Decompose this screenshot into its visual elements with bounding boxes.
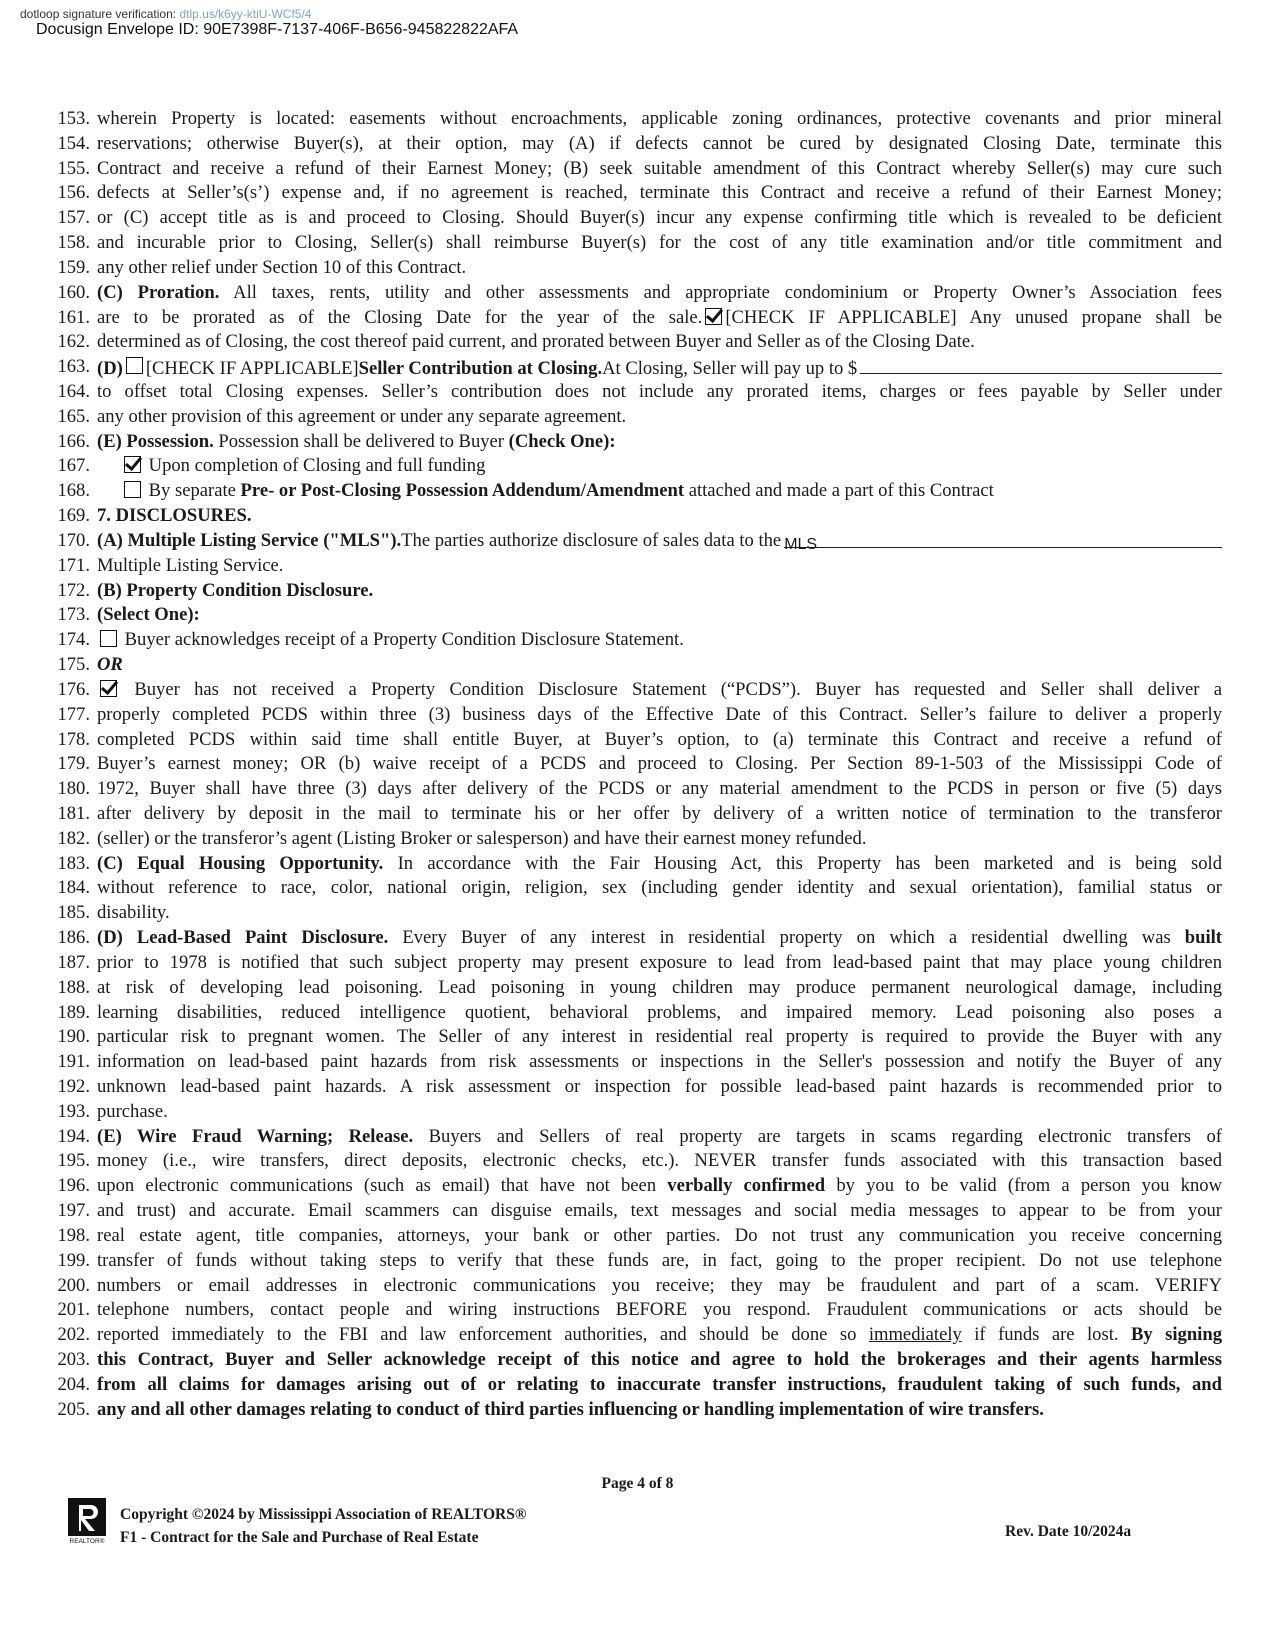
line-text — [97, 454, 1246, 478]
line-number: 194. — [57, 1125, 90, 1147]
line-number: 179. — [57, 753, 90, 775]
line-text — [97, 1373, 1222, 1397]
contract-line — [52, 1224, 1220, 1249]
contract-line — [52, 479, 1220, 504]
line-text — [97, 728, 1222, 752]
text-segment: At Closing, Seller will pay up to $ — [602, 358, 858, 380]
line-number: 154. — [57, 132, 90, 154]
contract-line — [52, 454, 1220, 479]
line-text — [97, 1050, 1222, 1074]
line-number: 200. — [57, 1274, 90, 1296]
line-number: 190. — [57, 1026, 90, 1048]
line-text — [97, 579, 1222, 603]
line-number: 183. — [57, 852, 90, 874]
text-segment: By signing — [1130, 1324, 1222, 1346]
text-segment: Seller Contribution at Closing. — [358, 358, 603, 380]
text-segment: purchase. — [97, 1100, 168, 1122]
line-number: 170. — [57, 529, 90, 551]
line-text — [97, 1001, 1222, 1025]
contract-line — [52, 926, 1220, 951]
text-segment: and trust) and accurate. Email scammers can disguise emails, text messages and social media messages to appear to be from your — [97, 1200, 1222, 1222]
line-text — [97, 752, 1222, 776]
text-segment: properly completed PCDS within three (3) business days of the Effective Date of this Contract. Seller’s failure to deliver a properly — [97, 703, 1222, 725]
line-text — [97, 107, 1222, 131]
contract-line — [52, 852, 1220, 877]
contract-line — [52, 1100, 1220, 1125]
line-number: 189. — [57, 1001, 90, 1023]
line-number: 173. — [57, 604, 90, 626]
contract-line — [52, 603, 1220, 628]
text-segment: (Select One): — [97, 604, 200, 626]
verification-link[interactable]: dtlp.us/k6yy-ktiU-WCf5/4 — [179, 7, 312, 21]
line-text — [97, 1149, 1222, 1173]
contract-line — [52, 405, 1220, 430]
line-number: 175. — [57, 654, 90, 676]
text-segment: 1972, Buyer shall have three (3) days after delivery of the PCDS or any material amendment to the PCDS in person or five (5) days — [97, 778, 1222, 800]
line-text — [97, 926, 1222, 950]
line-number: 180. — [57, 778, 90, 800]
checkbox-checked[interactable] — [100, 680, 117, 697]
contract-line — [52, 1249, 1220, 1274]
contract-line — [52, 355, 1220, 380]
line-number: 184. — [57, 877, 90, 899]
text-segment: defects at Seller’s(s’) expense and, if no agreement is reached, terminate this Contract and receive a refund of their Earnest Money; — [97, 182, 1222, 204]
text-segment: completed PCDS within said time shall entitle Buyer, at Buyer’s option, to (a) terminate this Contract and receive a refund of — [97, 728, 1222, 750]
line-text — [97, 1298, 1222, 1322]
line-number: 171. — [57, 554, 90, 576]
text-segment: (B) Property Condition Disclosure. — [97, 579, 374, 601]
text-segment: telephone numbers, contact people and wiring instructions BEFORE you respond. Fraudulent communications or acts should be — [97, 1299, 1222, 1321]
line-text — [97, 132, 1222, 156]
text-segment: upon electronic communications (such as email) that have not been — [97, 1175, 668, 1197]
line-number: 169. — [57, 505, 90, 527]
contract-line — [52, 802, 1220, 827]
text-segment: By separate — [144, 480, 241, 502]
contract-line — [52, 1348, 1220, 1373]
line-number: 153. — [57, 108, 90, 129]
text-segment: information on lead-based paint hazards from risk assessments or inspections in the Seller's possession and notify the Buyer of any — [97, 1051, 1222, 1073]
contract-line — [52, 1125, 1220, 1150]
line-number: 161. — [57, 306, 90, 328]
line-text — [97, 504, 1222, 528]
line-text — [97, 1100, 1222, 1124]
line-text — [97, 256, 1222, 280]
text-segment: from all claims for damages arising out of or relating to inaccurate transfer instructions, fraudulent taking of such funds, and — [97, 1373, 1222, 1395]
docusign-envelope-id: Docusign Envelope ID: 90E7398F-7137-406F-B656-945822822AFA — [36, 21, 519, 38]
text-segment: In accordance with the Fair Housing Act, this Property has been marketed and is being sold — [383, 852, 1222, 874]
line-number: 160. — [57, 281, 90, 303]
form-name: F1 - Contract for the Sale and Purchase of Real Estate — [120, 1529, 479, 1546]
text-segment: transfer of funds without taking steps to verify that these funds are, in fact, going to the proper recipient. Do not use telephone — [97, 1249, 1222, 1271]
contract-line — [52, 554, 1220, 579]
line-number: 182. — [57, 827, 90, 849]
text-segment: (seller) or the transferor’s agent (Listing Broker or salesperson) and have their earnest money refunded. — [97, 827, 867, 849]
line-text — [97, 951, 1222, 975]
text-segment: (C) Equal Housing Opportunity. — [97, 852, 384, 874]
text-segment: without reference to race, color, national origin, religion, sex (including gender identity and sexual orientation), familial status or — [97, 877, 1222, 899]
seller-contribution-field[interactable] — [860, 355, 1222, 374]
text-segment: Contract and receive a refund of their Earnest Money; (B) seek suitable amendment of this Contract whereby Seller(s) may cure such — [97, 157, 1222, 179]
contract-line — [52, 306, 1220, 331]
checkbox-checked[interactable] — [124, 456, 141, 473]
line-text — [97, 306, 1222, 330]
text-segment: Buyer’s earnest money; OR (b) waive receipt of a PCDS and proceed to Closing. Per Section 89-1-503 of the Mississippi Code of — [97, 753, 1222, 775]
line-number: 168. — [57, 480, 90, 502]
contract-line — [52, 529, 1220, 554]
line-text — [97, 628, 1222, 652]
line-number: 196. — [57, 1175, 90, 1197]
line-number: 164. — [57, 381, 90, 403]
line-text — [97, 1125, 1222, 1149]
text-segment: particular risk to pregnant women. The Seller of any interest in residential real property is required to provide the Buyer with any — [97, 1026, 1222, 1048]
text-segment: prior to 1978 is notified that such subject property may present exposure to lead from lead-based paint that may place young children — [97, 951, 1222, 973]
line-text — [97, 231, 1222, 255]
contract-line — [52, 876, 1220, 901]
checkbox-checked[interactable] — [705, 308, 722, 325]
contract-line — [52, 703, 1220, 728]
contract-line — [52, 1174, 1220, 1199]
realtor-logo-text: REALTOR® — [69, 1538, 105, 1544]
text-segment: (D) Lead-Based Paint Disclosure. — [97, 927, 389, 949]
line-number: 178. — [57, 728, 90, 750]
line-text — [97, 1174, 1222, 1198]
line-number: 157. — [57, 207, 90, 229]
dotloop-verification — [20, 7, 311, 21]
contract-line — [52, 976, 1220, 1001]
line-number: 166. — [57, 430, 90, 452]
line-text — [97, 1224, 1222, 1248]
line-number: 159. — [57, 256, 90, 278]
line-text — [97, 1199, 1222, 1223]
line-text — [97, 876, 1222, 900]
text-segment: unknown lead-based paint hazards. A risk assessment or inspection for possible lead-based paint hazards is recommended prior to — [97, 1075, 1222, 1097]
text-segment: or (C) accept title as is and proceed to Closing. Should Buyer(s) incur any expense confirming title which is revealed to be deficient — [97, 207, 1222, 229]
mls-name-field[interactable] — [784, 529, 1222, 553]
line-text — [97, 157, 1222, 181]
contract-line — [52, 579, 1220, 604]
line-text — [97, 1348, 1222, 1372]
contract-line — [52, 1274, 1220, 1299]
contract-line — [52, 1298, 1220, 1323]
line-text — [97, 529, 1222, 553]
text-segment: any other provision of this agreement or under any separate agreement. — [97, 405, 627, 427]
text-segment: learning disabilities, reduced intelligence quotient, behavioral problems, and impaired memory. Lead poisoning also poses a — [97, 1001, 1222, 1023]
text-segment: [CHECK IF APPLICABLE] Any unused propane shall be — [725, 306, 1222, 328]
contract-line — [52, 1075, 1220, 1100]
contract-line — [52, 1025, 1220, 1050]
line-text — [97, 827, 1222, 851]
checkbox-empty[interactable] — [126, 357, 143, 374]
contract-line — [52, 777, 1220, 802]
contract-line — [52, 1373, 1220, 1398]
contract-line — [52, 1050, 1220, 1075]
line-text — [97, 802, 1222, 826]
text-segment: Buyer has not received a Property Condition Disclosure Statement (“PCDS”). Buyer has requested and Seller shall deliver a — [120, 678, 1222, 700]
text-segment: All taxes, rents, utility and other assessments and appropriate condominium or Property Owner’s Association fees — [219, 281, 1222, 303]
line-number: 163. — [57, 356, 90, 378]
contract-line — [52, 380, 1220, 405]
line-text — [97, 852, 1222, 876]
line-text — [97, 603, 1222, 627]
text-segment: at risk of developing lead poisoning. Lead poisoning in young children may produce permanent neurological damage, including — [97, 976, 1222, 998]
line-text — [97, 281, 1222, 305]
contract-line — [52, 951, 1220, 976]
revision-date: Rev. Date 10/2024a — [1005, 1523, 1132, 1540]
line-text — [97, 777, 1222, 801]
text-segment: (Check One): — [508, 430, 616, 452]
contract-line — [52, 1199, 1220, 1224]
checkbox-empty[interactable] — [100, 630, 117, 647]
text-segment: Buyers and Sellers of real property are targets in scams regarding electronic transfers of — [413, 1125, 1222, 1147]
line-number: 203. — [57, 1349, 90, 1370]
text-segment: reservations; otherwise Buyer(s), at their option, may (A) if defects cannot be cured by designated Closing Date, terminate this — [97, 132, 1222, 154]
field-value: MLS — [784, 535, 818, 553]
text-segment: built — [1184, 927, 1222, 949]
text-segment: Upon completion of Closing and full funding — [144, 455, 486, 477]
realtor-logo — [68, 1498, 106, 1544]
line-number: 199. — [57, 1249, 90, 1271]
line-number: 195. — [57, 1150, 90, 1172]
line-number: 198. — [57, 1224, 90, 1246]
contract-line — [52, 430, 1220, 455]
verification-label: dotloop signature verification: — [20, 7, 177, 21]
text-segment: wherein Property is located: easements without encroachments, applicable zoning ordinances, protective covenants and prior mineral — [97, 108, 1222, 129]
text-segment: if funds are lost. — [961, 1324, 1131, 1346]
contract-line — [52, 827, 1220, 852]
line-number: 201. — [57, 1299, 90, 1321]
text-segment: reported immediately to the FBI and law enforcement authorities, and should be done so — [97, 1324, 869, 1346]
contract-line — [52, 1149, 1220, 1174]
contract-line — [52, 728, 1220, 753]
contract-line — [52, 1001, 1220, 1026]
line-number: 167. — [57, 455, 90, 477]
copyright: Copyright ©2024 by Mississippi Association of REALTORS® — [120, 1506, 527, 1523]
text-segment: Possession shall be delivered to Buyer — [213, 430, 509, 452]
text-segment: money (i.e., wire transfers, direct deposits, electronic checks, etc.). NEVER transfer funds associated with this transaction based — [97, 1150, 1222, 1172]
text-segment: Buyer acknowledges receipt of a Property Condition Disclosure Statement. — [120, 629, 684, 651]
line-number: 174. — [57, 629, 90, 651]
line-number: 185. — [57, 902, 90, 924]
contract-line — [52, 256, 1220, 281]
contract-line — [52, 281, 1220, 306]
text-segment: by you to be valid (from a person you know — [825, 1175, 1222, 1197]
text-segment: immediately — [868, 1324, 962, 1346]
contract-line — [52, 231, 1220, 256]
line-text — [97, 479, 1246, 503]
contract-line — [52, 181, 1220, 206]
contract-line — [52, 206, 1220, 231]
text-segment: numbers or email addresses in electronic communications you receive; they may be fraudulent and part of a scam. VERIFY — [97, 1274, 1222, 1296]
text-segment: 7. DISCLOSURES. — [97, 505, 252, 527]
line-number: 156. — [57, 182, 90, 204]
text-segment: (C) Proration. — [97, 281, 220, 303]
line-text — [97, 430, 1222, 454]
checkbox-empty[interactable] — [124, 481, 141, 498]
line-number: 202. — [57, 1324, 90, 1346]
line-number: 162. — [57, 331, 90, 353]
text-segment: Multiple Listing Service. — [97, 554, 284, 576]
line-number: 204. — [57, 1373, 90, 1395]
contract-line — [52, 330, 1220, 355]
contract-line — [52, 901, 1220, 926]
line-number: 165. — [57, 405, 90, 427]
line-number: 186. — [57, 927, 90, 949]
line-text — [97, 330, 1222, 354]
text-segment: [CHECK IF APPLICABLE] — [145, 358, 359, 380]
line-text — [97, 181, 1222, 205]
line-text — [97, 1249, 1222, 1273]
line-text — [97, 976, 1222, 1000]
contract-line — [52, 1398, 1220, 1423]
line-text — [97, 355, 1222, 381]
text-segment: after delivery by deposit in the mail to terminate his or her offer by delivery of a written notice of termination to the transferor — [97, 802, 1222, 824]
line-text — [97, 1398, 1222, 1422]
text-segment: verbally confirmed — [667, 1175, 826, 1197]
line-number: 205. — [57, 1398, 90, 1420]
line-text — [97, 206, 1222, 230]
line-number: 176. — [57, 678, 90, 700]
contract-line — [52, 107, 1220, 132]
text-segment: (A) Multiple Listing Service ("MLS"). — [97, 529, 402, 551]
line-number: 188. — [57, 976, 90, 998]
line-text — [97, 405, 1222, 429]
line-number: 193. — [57, 1100, 90, 1122]
text-segment: The parties authorize disclosure of sales data to the — [401, 529, 782, 551]
line-number: 192. — [57, 1075, 90, 1097]
line-number: 187. — [57, 951, 90, 973]
line-text — [97, 1323, 1222, 1347]
text-segment: are to be prorated as of the Closing Date for the year of the sale. — [97, 306, 703, 328]
contract-line — [52, 628, 1220, 653]
text-segment: disability. — [97, 902, 170, 924]
line-text — [97, 1025, 1222, 1049]
text-segment: (D) — [97, 358, 123, 380]
line-number: 172. — [57, 579, 90, 601]
line-text — [97, 554, 1222, 578]
line-number: 181. — [57, 802, 90, 824]
text-segment: Every Buyer of any interest in residential property on which a residential dwelling was — [388, 927, 1185, 949]
text-segment: real estate agent, title companies, attorneys, your bank or other parties. Do not trust any communication you receive concerning — [97, 1224, 1222, 1246]
line-number: 158. — [57, 232, 90, 254]
contract-line — [52, 504, 1220, 529]
text-segment: OR — [97, 654, 123, 676]
line-text — [97, 380, 1222, 404]
contract-line — [52, 157, 1220, 182]
page-number: Page 4 of 8 — [601, 1475, 674, 1492]
line-text — [97, 653, 1222, 677]
line-text — [97, 1075, 1222, 1099]
line-text — [97, 678, 1222, 702]
contract-line — [52, 752, 1220, 777]
line-number: 197. — [57, 1200, 90, 1222]
contract-line — [52, 653, 1220, 678]
text-segment: to offset total Closing expenses. Seller’s contribution does not include any prorated items, charges or fees payable by Seller under — [97, 381, 1222, 403]
text-segment: determined as of Closing, the cost thereof paid current, and prorated between Buyer and Seller as of the Closing Date. — [97, 331, 975, 353]
text-segment: Pre- or Post-Closing Possession Addendum/Amendment — [240, 480, 685, 502]
line-text — [97, 703, 1222, 727]
text-segment: this Contract, Buyer and Seller acknowledge receipt of this notice and agree to hold the brokerages and their agents harmless — [97, 1349, 1222, 1370]
contract-line — [52, 132, 1220, 157]
text-segment: and incurable prior to Closing, Seller(s) shall reimburse Buyer(s) for the cost of any title examination and/or title commitment and — [97, 232, 1222, 254]
text-segment: (E) Wire Fraud Warning; Release. — [97, 1125, 414, 1147]
line-number: 155. — [57, 157, 90, 179]
contract-line — [52, 1323, 1220, 1348]
text-segment: attached and made a part of this Contract — [684, 480, 994, 502]
line-number: 177. — [57, 703, 90, 725]
text-segment: any other relief under Section 10 of this Contract. — [97, 256, 467, 278]
line-text — [97, 1274, 1222, 1298]
contract-line — [52, 678, 1220, 703]
line-text — [97, 901, 1222, 925]
text-segment: any and all other damages relating to conduct of third parties influencing or handling implementation of wire transfers. — [97, 1398, 1044, 1420]
line-number: 191. — [57, 1051, 90, 1073]
text-segment: (E) Possession. — [97, 430, 214, 452]
